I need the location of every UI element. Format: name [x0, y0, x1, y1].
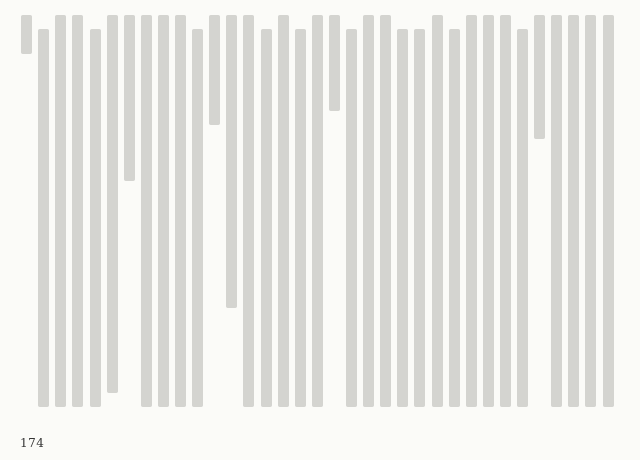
redacted-text-line	[158, 15, 169, 407]
redacted-text-line	[568, 15, 579, 407]
redacted-text-line	[551, 15, 562, 407]
redacted-text-line	[534, 15, 545, 139]
redacted-text-line	[90, 29, 101, 407]
redacted-text-line	[346, 29, 357, 407]
redacted-text-line	[124, 15, 135, 181]
redacted-text-line	[226, 15, 237, 308]
redacted-text-line	[312, 15, 323, 407]
redacted-text-line	[483, 15, 494, 407]
redacted-text-line	[55, 15, 66, 407]
redacted-text-line	[585, 15, 596, 407]
redacted-text-line	[397, 29, 408, 407]
redacted-text-line	[192, 29, 203, 407]
redacted-text-line	[603, 15, 614, 407]
redacted-text-line	[261, 29, 272, 407]
redacted-text-line	[432, 15, 443, 407]
redacted-text-line	[72, 15, 83, 407]
redacted-text-line	[466, 15, 477, 407]
redacted-text-line	[329, 15, 340, 111]
redacted-text-line	[107, 15, 118, 393]
redacted-text-line	[500, 15, 511, 407]
redacted-text-line	[175, 15, 186, 407]
redacted-text-line	[449, 29, 460, 407]
redacted-text-line	[209, 15, 220, 125]
redacted-text-line	[295, 29, 306, 407]
redacted-text-line	[21, 15, 32, 54]
redacted-text-line	[363, 15, 374, 407]
redacted-text-line	[517, 29, 528, 407]
redacted-text-line	[141, 15, 152, 407]
redacted-text-line	[243, 15, 254, 407]
redacted-text-line	[414, 29, 425, 407]
redacted-text-line	[38, 29, 49, 407]
redacted-text-line	[380, 15, 391, 407]
redacted-text-line	[278, 15, 289, 407]
page-number: 174	[20, 436, 45, 450]
